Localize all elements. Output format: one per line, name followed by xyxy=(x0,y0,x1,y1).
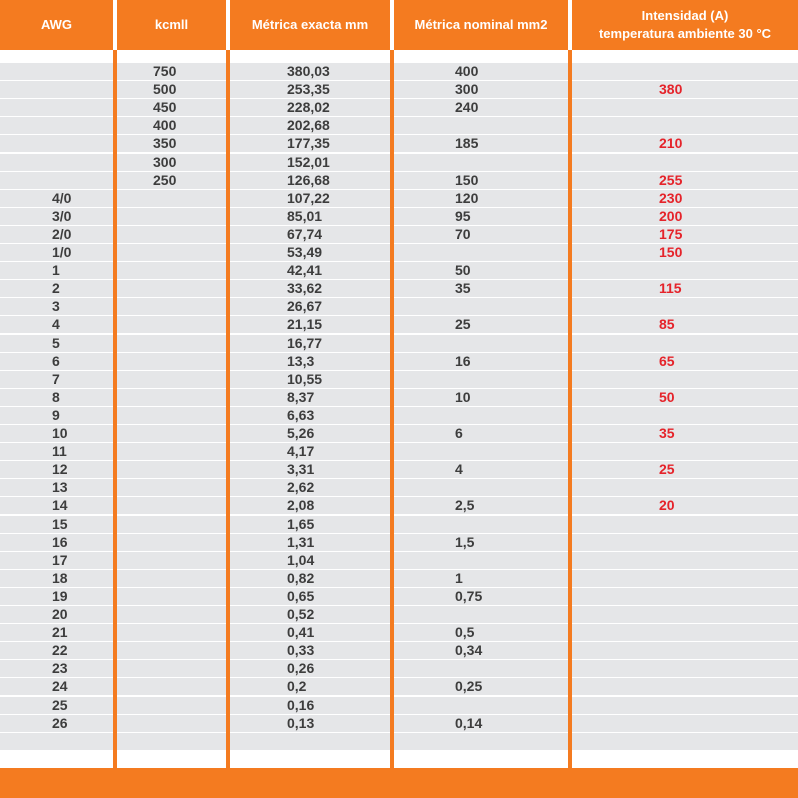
cell-nominal: 0,34 xyxy=(455,642,483,659)
cell-awg: 13 xyxy=(52,479,68,496)
row-band xyxy=(0,570,798,587)
row-band xyxy=(0,407,798,424)
cell-exacta: 1,04 xyxy=(287,551,315,568)
cell-intensidad: 200 xyxy=(659,207,683,224)
column-divider xyxy=(568,50,572,768)
cell-exacta: 42,41 xyxy=(287,262,323,279)
cell-exacta: 253,35 xyxy=(287,81,330,98)
cell-nominal: 6 xyxy=(455,425,463,441)
cell-awg: 14 xyxy=(52,497,68,514)
cell-nominal: 120 xyxy=(455,189,479,206)
row-band xyxy=(0,678,798,695)
cell-awg: 2/0 xyxy=(52,225,72,242)
row-band xyxy=(0,262,798,279)
cell-awg: 1 xyxy=(52,262,60,279)
cell-intensidad: 35 xyxy=(659,425,675,441)
cell-exacta: 16,77 xyxy=(287,334,323,351)
cell-intensidad: 150 xyxy=(659,244,683,260)
cell-nominal: 1 xyxy=(455,569,463,586)
row-band xyxy=(0,371,798,388)
cell-exacta: 6,63 xyxy=(287,406,315,423)
cell-exacta: 21,15 xyxy=(287,316,323,333)
cell-nominal: 4 xyxy=(455,461,463,478)
row-band xyxy=(0,697,798,714)
cell-kcmil: 350 xyxy=(153,135,177,152)
cell-nominal: 185 xyxy=(455,135,479,152)
cell-intensidad: 85 xyxy=(659,316,675,333)
row-band xyxy=(0,660,798,677)
cell-awg: 7 xyxy=(52,370,60,387)
cell-exacta: 228,02 xyxy=(287,99,330,116)
cell-kcmil: 300 xyxy=(153,153,177,170)
row-band xyxy=(0,479,798,496)
cell-exacta: 0,82 xyxy=(287,569,315,586)
cell-awg: 5 xyxy=(52,334,60,351)
cell-exacta: 152,01 xyxy=(287,153,330,170)
cell-nominal: 35 xyxy=(455,280,471,297)
cell-intensidad: 175 xyxy=(659,225,683,242)
cell-exacta: 67,74 xyxy=(287,225,323,242)
cell-exacta: 0,16 xyxy=(287,696,315,713)
cell-exacta: 126,68 xyxy=(287,171,330,188)
cell-nominal: 0,75 xyxy=(455,587,483,604)
cell-exacta: 4,17 xyxy=(287,443,315,460)
cell-nominal: 240 xyxy=(455,99,479,116)
cell-awg: 3/0 xyxy=(52,207,72,224)
cell-awg: 9 xyxy=(52,406,60,423)
cell-intensidad: 230 xyxy=(659,189,683,206)
header-metrica-exacta-label: Métrica exacta mm xyxy=(251,17,369,32)
cell-exacta: 202,68 xyxy=(287,117,330,134)
cell-awg: 18 xyxy=(52,569,68,586)
row-band xyxy=(0,624,798,641)
row-band xyxy=(0,389,798,406)
cell-intensidad: 50 xyxy=(659,388,675,405)
row-band xyxy=(0,534,798,551)
row-band xyxy=(0,99,798,116)
header-intensidad-line2: temperatura ambiente 30 °C xyxy=(598,26,772,41)
cell-exacta: 1,65 xyxy=(287,515,315,532)
cell-awg: 25 xyxy=(52,696,68,713)
cell-exacta: 380,03 xyxy=(287,63,330,79)
cell-awg: 11 xyxy=(52,443,67,460)
cell-awg: 26 xyxy=(52,714,68,731)
cell-nominal: 0,5 xyxy=(455,624,475,641)
cell-exacta: 85,01 xyxy=(287,207,323,224)
cell-kcmil: 750 xyxy=(153,63,177,79)
row-band xyxy=(0,516,798,533)
cell-exacta: 26,67 xyxy=(287,298,323,315)
cell-nominal: 70 xyxy=(455,225,471,242)
header-awg xyxy=(0,0,113,50)
cell-nominal: 2,5 xyxy=(455,497,475,514)
cell-intensidad: 115 xyxy=(659,280,682,297)
row-band xyxy=(0,154,798,171)
cell-nominal: 25 xyxy=(455,316,471,333)
cell-awg: 24 xyxy=(52,678,68,695)
cell-exacta: 5,26 xyxy=(287,425,315,441)
cell-awg: 23 xyxy=(52,660,68,677)
cell-nominal: 1,5 xyxy=(455,533,475,550)
row-band xyxy=(0,316,798,333)
cell-nominal: 0,14 xyxy=(455,714,483,731)
row-band xyxy=(0,461,798,478)
cell-intensidad: 380 xyxy=(659,81,683,98)
footer-bar xyxy=(0,768,798,798)
cell-nominal: 50 xyxy=(455,262,471,279)
cell-exacta: 0,26 xyxy=(287,660,315,677)
cell-exacta: 177,35 xyxy=(287,135,330,152)
cell-exacta: 2,08 xyxy=(287,497,315,514)
cell-exacta: 0,13 xyxy=(287,714,315,731)
cell-awg: 8 xyxy=(52,388,60,405)
cell-awg: 12 xyxy=(52,461,68,478)
row-band xyxy=(0,335,798,352)
cell-intensidad: 65 xyxy=(659,352,675,369)
cell-awg: 21 xyxy=(52,624,68,641)
row-band xyxy=(0,733,798,750)
row-band xyxy=(0,497,798,514)
cell-exacta: 107,22 xyxy=(287,189,330,206)
cell-exacta: 0,2 xyxy=(287,678,307,695)
cell-awg: 16 xyxy=(52,533,68,550)
cell-nominal: 300 xyxy=(455,81,479,98)
cell-awg: 6 xyxy=(52,352,60,369)
row-band xyxy=(0,425,798,442)
cell-awg: 4 xyxy=(52,316,60,333)
cell-exacta: 1,31 xyxy=(287,533,315,550)
cell-intensidad: 255 xyxy=(659,171,683,188)
cell-awg: 10 xyxy=(52,425,68,441)
column-divider xyxy=(390,50,394,768)
column-divider xyxy=(226,50,230,768)
cell-awg: 3 xyxy=(52,298,60,315)
header-kcmil xyxy=(117,0,226,50)
cell-exacta: 3,31 xyxy=(287,461,315,478)
cell-intensidad: 210 xyxy=(659,135,683,152)
cell-awg: 4/0 xyxy=(52,189,72,206)
header-metrica-nominal xyxy=(394,0,568,50)
cell-nominal: 400 xyxy=(455,63,479,79)
header-awg-label: AWG xyxy=(40,17,73,32)
cell-exacta: 0,33 xyxy=(287,642,315,659)
row-band xyxy=(0,298,798,315)
cell-nominal: 0,25 xyxy=(455,678,483,695)
header-intensidad xyxy=(572,0,798,50)
cell-awg: 22 xyxy=(52,642,68,659)
row-band xyxy=(0,715,798,732)
cell-kcmil: 500 xyxy=(153,81,177,98)
cell-exacta: 13,3 xyxy=(287,352,315,369)
cell-exacta: 0,52 xyxy=(287,606,315,622)
cell-intensidad: 20 xyxy=(659,497,675,514)
row-band xyxy=(0,353,798,370)
cell-awg: 20 xyxy=(52,606,68,622)
cell-kcmil: 400 xyxy=(153,117,177,134)
cell-exacta: 0,65 xyxy=(287,587,315,604)
cell-awg: 2 xyxy=(52,280,60,297)
cell-nominal: 16 xyxy=(455,352,471,369)
row-band xyxy=(0,642,798,659)
row-band xyxy=(0,552,798,569)
row-band xyxy=(0,606,798,623)
cell-exacta: 33,62 xyxy=(287,280,323,297)
cell-exacta: 53,49 xyxy=(287,244,323,260)
cell-intensidad: 25 xyxy=(659,461,675,478)
header-intensidad-line1: Intensidad (A) xyxy=(641,8,729,23)
header-kcmil-label: kcmll xyxy=(154,17,189,32)
cell-nominal: 10 xyxy=(455,388,471,405)
column-divider xyxy=(113,50,117,768)
cell-kcmil: 250 xyxy=(153,171,177,188)
cell-awg: 19 xyxy=(52,587,68,604)
row-band xyxy=(0,117,798,134)
cell-exacta: 10,55 xyxy=(287,370,323,387)
cell-kcmil: 450 xyxy=(153,99,177,116)
cell-exacta: 2,62 xyxy=(287,479,315,496)
cell-awg: 1/0 xyxy=(52,244,72,260)
cell-awg: 15 xyxy=(52,515,68,532)
row-band xyxy=(0,443,798,460)
row-band xyxy=(0,588,798,605)
cell-nominal: 150 xyxy=(455,171,479,188)
row-band xyxy=(0,63,798,80)
cell-exacta: 0,41 xyxy=(287,624,315,641)
header-metrica-exacta xyxy=(230,0,390,50)
cell-awg: 17 xyxy=(52,551,68,568)
cell-exacta: 8,37 xyxy=(287,388,315,405)
cell-nominal: 95 xyxy=(455,207,471,224)
header-metrica-nominal-label: Métrica nominal mm2 xyxy=(414,17,548,32)
